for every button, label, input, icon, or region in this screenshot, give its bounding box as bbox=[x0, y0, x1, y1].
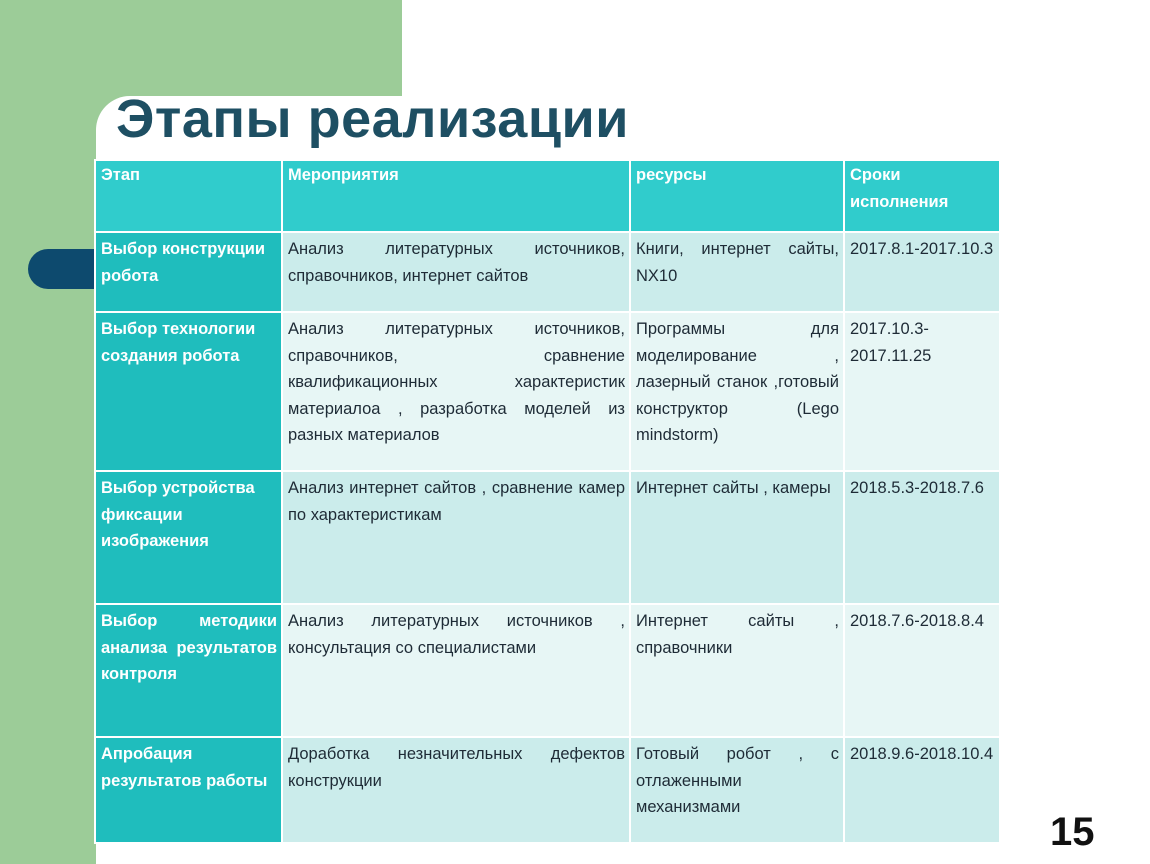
resources-cell: Книги, интернет сайты, NX10 bbox=[630, 232, 844, 312]
resources-cell: Интернет сайты , справочники bbox=[630, 604, 844, 737]
table-row bbox=[95, 737, 1000, 843]
stage-cell: Выбор методики анализа результатов контроля bbox=[95, 604, 282, 737]
resources-cell: Интернет сайты , камеры bbox=[630, 471, 844, 604]
table-row bbox=[95, 232, 1000, 312]
header-dates: Сроки исполнения bbox=[844, 160, 1000, 232]
activities-cell: Анализ литературных источников , консультация со специалистами bbox=[282, 604, 630, 737]
activities-cell: Доработка незначительных дефектов конструкции bbox=[282, 737, 630, 843]
dates-cell: 2018.9.6-2018.10.4 bbox=[844, 737, 1000, 843]
activities-cell: Анализ литературных источников, справочников, интернет сайтов bbox=[282, 232, 630, 312]
table-header-row bbox=[95, 160, 1000, 232]
dates-cell: 2018.7.6-2018.8.4 bbox=[844, 604, 1000, 737]
activities-cell: Анализ интернет сайтов , сравнение камер по характеристикам bbox=[282, 471, 630, 604]
dates-cell: 2017.8.1-2017.10.3 bbox=[844, 232, 1000, 312]
header-stage: Этап bbox=[95, 160, 282, 232]
table-row bbox=[95, 604, 1000, 737]
resources-cell: Программы для моделирование , лазерный станок ,готовый конструктор (Lego mindstorm) bbox=[630, 312, 844, 471]
table-row bbox=[95, 471, 1000, 604]
dates-cell: 2017.10.3-2017.11.25 bbox=[844, 312, 1000, 471]
resources-cell: Готовый робот , с отлаженными механизмами bbox=[630, 737, 844, 843]
activities-cell: Анализ литературных источников, справочников, сравнение квалификационных характеристик материалоа , разработка моделей из разных материалов bbox=[282, 312, 630, 471]
header-activities: Мероприятия bbox=[282, 160, 630, 232]
header-resources: ресурсы bbox=[630, 160, 844, 232]
stages-table bbox=[94, 159, 1001, 844]
page-number: 15 bbox=[1050, 810, 1095, 854]
table-row bbox=[95, 312, 1000, 471]
stage-cell: Выбор конструкции робота bbox=[95, 232, 282, 312]
slide-title: Этапы реализации bbox=[116, 89, 629, 149]
stage-cell: Выбор устройства фиксации изображения bbox=[95, 471, 282, 604]
stage-cell: Выбор технологии создания робота bbox=[95, 312, 282, 471]
stage-cell: Апробация результатов работы bbox=[95, 737, 282, 843]
dates-cell: 2018.5.3-2018.7.6 bbox=[844, 471, 1000, 604]
